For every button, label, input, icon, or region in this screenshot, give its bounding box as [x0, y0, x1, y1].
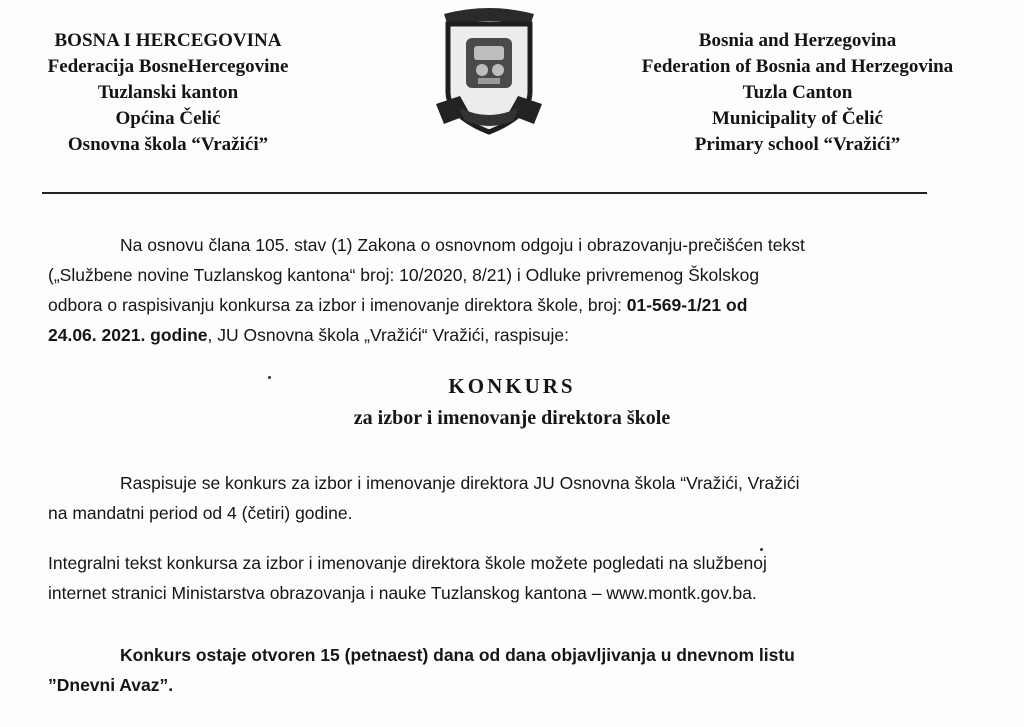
- header-right-line-country: Bosnia and Herzegovina: [698, 30, 897, 51]
- intro-line: [48, 290, 978, 320]
- competition-title: [0, 372, 1024, 432]
- intro-text: , JU Osnovna škola „Vražići“ Vražići, raspisuje:: [207, 325, 569, 345]
- header-right-line-school: Primary school “Vražići”: [694, 134, 901, 155]
- header-left-line-federation: Federacija BosneHercegovine: [47, 56, 289, 77]
- intro-text: odbora o raspisivanju konkursa za izbor i imenovanje direktora škole, broj:: [48, 295, 627, 315]
- header-left-line-country: BOSNA I HERCEGOVINA: [54, 30, 282, 51]
- decision-number: 01-569-1/21 od: [626, 295, 748, 315]
- header-left-line-municipality: Općina Čelić: [115, 108, 221, 129]
- header-right-english: [600, 28, 995, 158]
- announcement-line: Raspisuje se konkurs za izbor i imenovanje direktora JU Osnovna škola “Vražići, Vražići: [120, 473, 800, 493]
- print-speck: [760, 548, 763, 551]
- integral-text-line: Integralni tekst konkursa za izbor i imenovanje direktora škole možete pogledati na službenoj: [48, 553, 767, 573]
- intro-line: [48, 320, 978, 350]
- print-speck: [268, 376, 271, 379]
- announcement-line: na mandatni period od 4 (četiri) godine.: [48, 503, 353, 523]
- header-left-bosnian: [18, 28, 318, 158]
- title-main: KONKURS: [448, 374, 576, 398]
- intro-line: („Službene novine Tuzlanskog kantona“ broj: 10/2020, 8/21) i Odluke privremenog Školskog: [48, 265, 760, 285]
- deadline-paragraph: [48, 640, 978, 700]
- announcement-paragraph: [48, 468, 978, 528]
- school-crest-icon: [430, 4, 548, 140]
- header-left-line-canton: Tuzlanski kanton: [97, 82, 239, 103]
- header-left-line-school: Osnovna škola “Vražići”: [67, 134, 269, 155]
- header-right-line-federation: Federation of Bosnia and Herzegovina: [641, 56, 954, 77]
- intro-paragraph: [48, 230, 978, 350]
- header-divider: [42, 192, 927, 194]
- integral-text-paragraph: [48, 548, 978, 608]
- decision-date: 24.06. 2021. godine: [48, 325, 208, 345]
- header-right-line-municipality: Municipality of Čelić: [712, 108, 883, 129]
- integral-text-line: internet stranici Ministarstva obrazovanja i nauke Tuzlanskog kantona – www.montk.gov.ba.: [48, 583, 757, 603]
- intro-line: Na osnovu člana 105. stav (1) Zakona o osnovnom odgoju i obrazovanju-prečišćen tekst: [120, 235, 805, 255]
- deadline-line: Konkurs ostaje otvoren 15 (petnaest) dana od dana objavljivanja u dnevnom listu: [120, 645, 795, 665]
- deadline-line: ”Dnevni Avaz”.: [48, 675, 174, 695]
- header-right-line-canton: Tuzla Canton: [742, 82, 853, 103]
- title-subtitle: za izbor i imenovanje direktora škole: [353, 407, 671, 429]
